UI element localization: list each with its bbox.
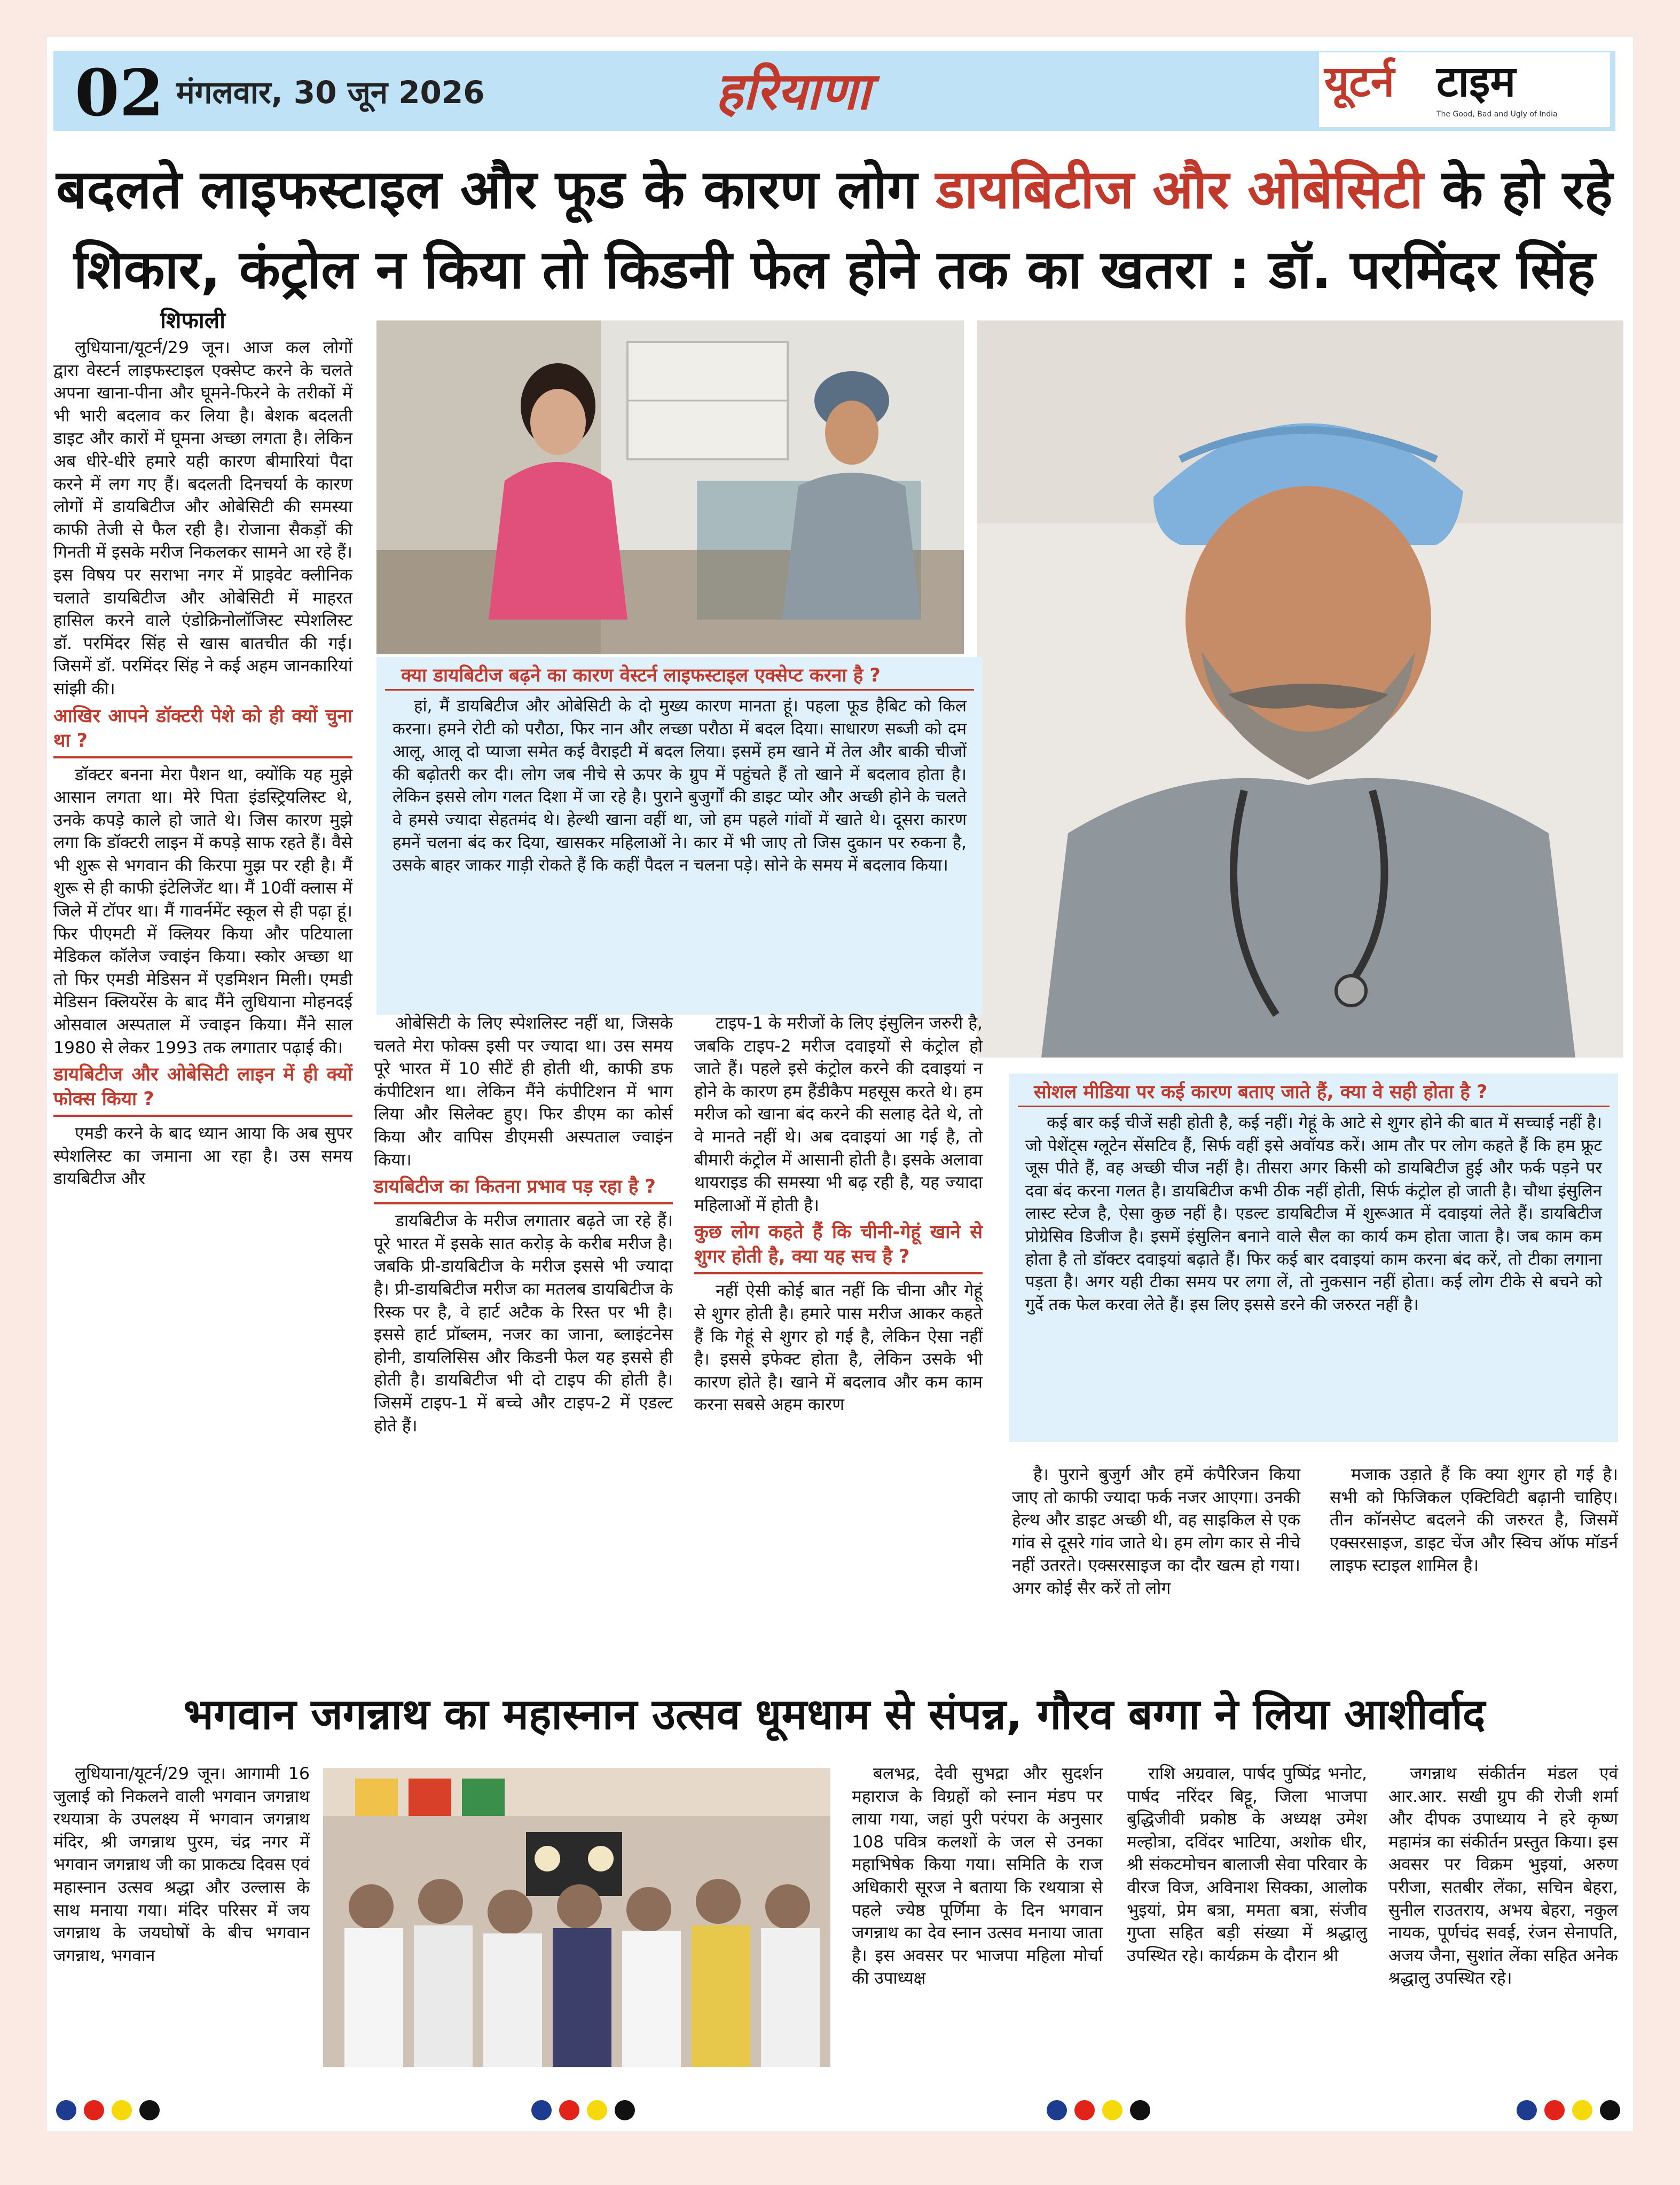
reg-dot [84, 2100, 104, 2120]
logo-text-part1: यूटर्न [1324, 57, 1395, 106]
article-paragraph: ओबेसिटी के लिए स्पेशलिस्ट नहीं था, जिसके चलते मेरा फोक्स इसी पर ज्यादा था। उस समय पूरे भारत में 10 सीटें ही होती थी, काफी डफ कंपीटिशन था। लेकिन मैंने कंपीटिशन में भाग लिया और सिलेक्ट हुए। फिर डीएम का कोर्स किया और वापिस डीएमसी अस्पताल ज्वाइंन किया। [374, 1014, 673, 1170]
byline: शिफाली [160, 307, 226, 333]
article2-column-4 [1388, 1763, 1618, 1990]
reg-dot [587, 2100, 607, 2120]
registration-marks-3 [1047, 2100, 1150, 2120]
article-paragraph: राशि अग्रवाल, पार्षद पुष्पिंद्र भनोट, पार्षद नरिंदर बिट्टू, जिला भाजपा बुद्धिजीवी प्रकोष्ठ के अध्यक्ष उमेश मल्होत्रा, दविंदर भाटिया, अशोक धीर, श्री संकटमोचन बालाजी सेवा परिवार के वीरज विज, अविनाश सिक्का, आलोक भुइयां, प्रेम बत्रा, ममता बत्रा, संजीव गुप्ता सहित बड़ी संख्या में श्रद्धालु उपस्थित रहे। कार्यक्रम के दौरान श्री [1127, 1764, 1367, 1965]
reg-dot [1517, 2100, 1537, 2120]
box-question: क्या डायबिटीज बढ़ने का कारण वेस्टर्न लाइफस्टाइल एक्सेप्ट करना है ? [385, 657, 974, 691]
article-paragraph: नहीं ऐसी कोई बात नहीं कि चीना और गेहूं से शुगर होती है। हमारे पास मरीज आकर कहते हैं कि गेहूं से शुगर हो गई है, लेकिन ऐसा नहीं है। इससे इफेक्ट होता है, लेकिन उसके भी कारण होते है। खाने में बदलाव और कम काम करना सबसे अहम कारण [694, 1281, 983, 1415]
article-paragraph: है। पुराने बुजुर्ग और हमें कंपैरिजन किया जाए तो काफी ज्यादा फर्क नजर आएगा। उनकी हेल्थ और डाइट अच्छी थी, वह साइकिल से एक गांव से दूसरे गांव जाते थे। हम लोग कार से नीचे नहीं उतरते। एक्सरसाइज का दौर खत्म हो गया। अगर कोई सैर करें तो लोग [1012, 1465, 1300, 1598]
headline-part1: बदलते लाइफस्टाइल और फूड के कारण लोग [56, 158, 917, 221]
logo-tagline: The Good, Bad and Ugly of India [1436, 110, 1558, 119]
reg-dot [1074, 2100, 1095, 2120]
reg-dot [139, 2100, 160, 2120]
reg-dot [615, 2100, 635, 2120]
reg-dot [1572, 2100, 1592, 2120]
reg-dot [1544, 2100, 1565, 2120]
article-column-4 [1012, 1463, 1300, 1600]
reg-dot [1047, 2100, 1067, 2120]
box-question: सोशल मीडिया पर कई कारण बताए जाते हैं, क्या वे सही होता है ? [1018, 1074, 1610, 1107]
article-paragraph: बलभद्र, देवी सुभद्रा और सुदर्शन महाराज के विग्रहों को स्नान मंडप पर लाया गया, जहां पुरी परंपरा के अनुसार 108 पवित्र कलशों के जल से उनका महाभिषेक किया गया। समिति के राज अधिकारी सूरज ने बताया कि रथयात्रा से पहले ज्येष्ठ पूर्णिमा के दिन भगवान जगन्नाथ का देव स्नान उत्सव मनाया जाता है। इस अवसर पर भाजपा महिला मोर्चा की उपाध्यक्ष [852, 1764, 1103, 1988]
page-number: 02 [75, 56, 164, 131]
article-paragraph: टाइप-1 के मरीजों के लिए इंसुलिन जरुरी है, जबकि टाइप-2 मरीज दवाइयों से कंट्रोल हो जाते हैं। पहले इसे कंट्रोल करने की दवाइयां न होने के कारण हम हैंडीकैप महसूस करते थे। हम मरीज को खाना बंद करने की सलाह देते थे, तो वे मानते नहीं थे। अब दवाइयां आ गई है, तो बीमारी कंट्रोल में आसानी होती है। इसके अलावा थायराइड की समस्या भी बढ़ रही है, यह ज्यादा महिलाओं में होती है। [694, 1014, 983, 1215]
question-heading: कुछ लोग कहते हैं कि चीनी-गेहूं खाने से शुगर होती है, क्या यह सच है ? [694, 1220, 983, 1274]
article-paragraph: मजाक उड़ाते हैं कि क्या शुगर हो गई है। सभी को फिजिकल एक्टिविटी बढ़ानी चाहिए। तीन कॉनसेप्ट बदलने की जरुरत है, जिसमें एक्सरसाइज, डाइट चेंज और स्विच ऑफ मॉडर्न लाइफ स्टाइल शामिल है। [1330, 1465, 1618, 1576]
headline-line2: शिकार, कंट्रोल न किया तो किडनी फेल होने तक का खतरा : डॉ. परमिंदर सिंह [73, 238, 1596, 301]
question-heading: आखिर आपने डॉक्टरी पेशे को ही क्यों चुना था ? [53, 704, 352, 758]
reg-dot [559, 2100, 579, 2120]
article-column-1 [53, 336, 352, 1191]
article-paragraph: एमडी करने के बाद ध्यान आया कि अब सुपर स्पेशलिस्ट का जमाना आ रहा है। उस समय डायबिटीज और [53, 1124, 352, 1189]
headline-highlight: डायबिटीज और ओबेसिटी [936, 158, 1424, 221]
reg-dot [531, 2100, 552, 2120]
registration-marks-1 [56, 2100, 160, 2120]
article2-column-3 [1127, 1763, 1367, 1967]
article-paragraph: जगन्नाथ संकीर्तन मंडल एवं आर.आर. सखी ग्रुप की रोजी शर्मा और दीपक उपाध्याय ने हरे कृष्ण महामंत्र का संकीर्तन प्रस्तुत किया। इस अवसर पर विक्रम भुइयां, अरुण परीजा, सतबीर लेंका, सचिन बेहरा, सुनील राउतराय, अभय बेहरा, नकुल नायक, पूर्णचंद सवई, रंजन सेनापति, अजय जैना, सुशांत लेंका सहित अनेक श्रद्धालु उपस्थित रहे। [1388, 1764, 1618, 1988]
reg-dot [1600, 2100, 1620, 2120]
article-paragraph: लुधियाना/यूटर्न/29 जून। आगामी 16 जुलाई को निकलने वाली भगवान जगन्नाथ रथयात्रा के उपलक्ष्य में भगवान जगन्नाथ मंदिर, श्री जगन्नाथ पुरम, चंद्र नगर में भगवान जगन्नाथ जी का प्राकट्य दिवस एवं महास्नान उत्सव श्रद्धा और उल्लास के साथ मनाया गया। मंदिर परिसर में जय जगन्नाथ के जयघोषों के बीच भगवान जगन्नाथ, भगवान [53, 1764, 310, 1965]
article-column-2 [374, 1012, 673, 1437]
article2-column-1 [53, 1763, 310, 1967]
logo-text-part2: टाइम [1436, 57, 1516, 106]
registration-marks-4 [1517, 2100, 1620, 2120]
interview-photo [376, 320, 964, 654]
reg-dot [1102, 2100, 1122, 2120]
doctor-portrait-photo [977, 320, 1623, 1058]
reg-dot [56, 2100, 76, 2120]
box-answer: कई बार कई चीजें सही होती है, कई नहीं। गेहूं के आटे से शुगर होने की बात में सच्चाई नहीं है। जो पेशेंट्स ग्लूटेन सेंसटिव हैं, सिर्फ वहीं इसे अवॉयड करें। आम तौर पर लोग कहते हैं कि हम फ्रूट जूस पीते हैं, वह अच्छी चीज नहीं है। तीसरा अगर किसी को डायबिटीज हुई और फर्क पड़ने पर दवा बंद करना गलत है। डायबिटीज कभी ठीक नहीं होती, सिर्फ कंट्रोल हो जाती है। चौथा इंसुलिन लास्ट स्टेज है, ऐसा कुछ नहीं है। एडल्ट डायबिटीज में शुरूआत में दवाइयां लेते हैं। डायबिटीज प्रोग्रेसिव डिजीज है। इसमें इंसुलिन बनाने वाले सैल का कार्य कम होता जाता है। जब काम कम होता है तो डॉक्टर दवाइयां बढ़ाते हैं। फिर कई बार दवाइयां काम करना बंद करें, तो टीका लगाना पड़ता है। अगर यही टीका समय पर लगा लें, तो नुकसान नहीं होता। कई लोग टीके से बचने को गुर्दे तक फेल करवा लेते हैं। इस लिए इससे डरने की जरुरत नहीं है। [1025, 1113, 1602, 1314]
reg-dot [1130, 2100, 1150, 2120]
article-paragraph: डॉक्टर बनना मेरा पैशन था, क्योंकि यह मुझे आसान लगता था। मेरे पिता इंडस्ट्रियलिस्ट थे, उनके कपड़े काले हो जाते थे। जिस कारण मुझे लगा कि डॉक्टरी लाइन में कपड़े साफ रहते हैं। वैसे भी शुरू से भगवान की किरपा मुझ पर रही है। मैं शुरू से ही काफी इंटेलिजेंट था। मैं 10वीं क्लास में जिले में टॉपर था। मैं गावर्नमेंट स्कूल से ही पढ़ा हूं। फिर पीएमटी में क्लियर किया और पटियाला मेडिकल कॉलेज ज्वाइंन किया। स्कोर अच्छा था तो फिर एमडी मेडिसन में एडमिशन मिली। एमडी मेडिसन क्लियरेंस के बाद मैंने लुधियाना मोहनदई ओसवाल अस्पताल में ज्वाइन किया। मैंने साल 1980 से लेकर 1993 तक लगातार पढ़ाई की। [53, 765, 352, 1058]
section-name: हरियाणा [716, 61, 870, 121]
reg-dot [112, 2100, 132, 2120]
article-paragraph: डायबिटीज के मरीज लगातार बढ़ते जा रहे हैं। पूरे भारत में इसके सात करोड़ के करीब मरीज है। जबकि प्री-डायबिटीज के मरीज इससे भी ज्यादा है। प्री-डायबिटीज मरीज का मतलब डायबिटीज के रिस्क पर है, वे हार्ट अटैक के रिस्त पर भी है। इससे हार्ट प्रॉब्लम, नजर का जाना, ब्लाइंटनेस होनी, डायलिसिस और किडनी फेल यह इससे ही होती है। डायबिटीज भी दो टाइप की होती है। जिसमें टाइप-1 में बच्चे और टाइप-2 में एडल्ट होते हैं। [374, 1211, 673, 1436]
registration-marks-2 [531, 2100, 635, 2120]
question-heading: डायबिटीज और ओबेसिटी लाइन में ही क्यों फोक्स किया ? [53, 1062, 352, 1117]
article-paragraph: लुधियाना/यूटर्न/29 जून। आज कल लोगों द्वारा वेस्टर्न लाइफस्टाइल एक्सेप्ट करने के चलते अपना खाना-पीना और घूमने-फिरने के तरीकों में भी भारी बदलाव कर लिया है। बेशक बदलती डाइट और कारों में घूमना अच्छा लगता है। लेकिन अब धीरे-धीरे हमारे यही कारण बीमारियां पैदा करने में लग गए हैं। बदलती दिनचर्या के कारण लोगों में डायबिटीज और ओबेसिटी की समस्या काफी तेजी से फैल रही है। रोजाना सैकड़ों की गिनती में इसके मरीज निकलकर सामने आ रहे हैं। इस विषय पर सराभा नगर में प्राइवेट क्लीनिक चलाते डायबिटीज और ओबेसिटी में माहरत हासिल करने वाले एंडोक्रिनोलॉजिस्ट स्पेशलिस्ट डॉ. परमिंदर सिंह से खास बातचीत की गई। जिसमें डॉ. परमिंदर सिंह ने कई अहम जानकारियां सांझी की। [53, 338, 352, 699]
question-heading: डायबिटीज का कितना प्रभाव पड़ रहा है ? [374, 1174, 673, 1204]
question-box-2 [1009, 1074, 1618, 1442]
newspaper-logo [1319, 52, 1610, 127]
article2-column-2 [852, 1763, 1103, 1990]
temple-event-photo [323, 1768, 830, 2067]
article-column-5 [1330, 1463, 1618, 1577]
headline-part2: के हो रहे [1442, 158, 1613, 221]
article2-headline: भगवान जगन्नाथ का महास्नान उत्सव धूमधाम से संपन्न, गौरव बग्गा ने लिया आशीर्वाद [183, 1689, 1486, 1739]
article-column-3 [694, 1012, 983, 1416]
issue-date: मंगलवार, 30 जून 2026 [176, 74, 485, 111]
box-answer: हां, मैं डायबिटीज और ओबेसिटी के दो मुख्य कारण मानता हूं। पहला फूड हैबिट को किल करना। हमने रोटी को परौठा, फिर नान और लच्छा परौठा में बदल दिया। साधारण सब्जी को दम आलू, आलू दो प्याजा समेत कई वैराइटी में बदल लिया। इसमें हम खाने में तेल और बाकी चीजों की बढ़ोतरी कर दी। लोग जब नीचे से ऊपर के ग्रुप में पहुंचते हैं तो खाने में बदलाव होता है। लेकिन इससे लोग गलत दिशा में जा रहे है। पुराने बुजुर्गों की डाइट प्योर और अच्छी होने के चलते वे हमसे ज्यादा सेहतमंद थे। हेल्थी खाना वहीं था, जो हम पहले गांवों में खाते थे। दूसरा कारण हमनें चलना बंद कर दिया, खासकर महिलाओं ने। कार में भी जाए तो जिस दुकान पर रुकना है, उसके बाहर जाकर गाड़ी रोकते हैं कि कहीं पैदल न चलना पड़े। सोने के समय में बदलाव किया। [392, 696, 967, 875]
question-box-1 [376, 657, 983, 1015]
main-headline [53, 150, 1615, 310]
